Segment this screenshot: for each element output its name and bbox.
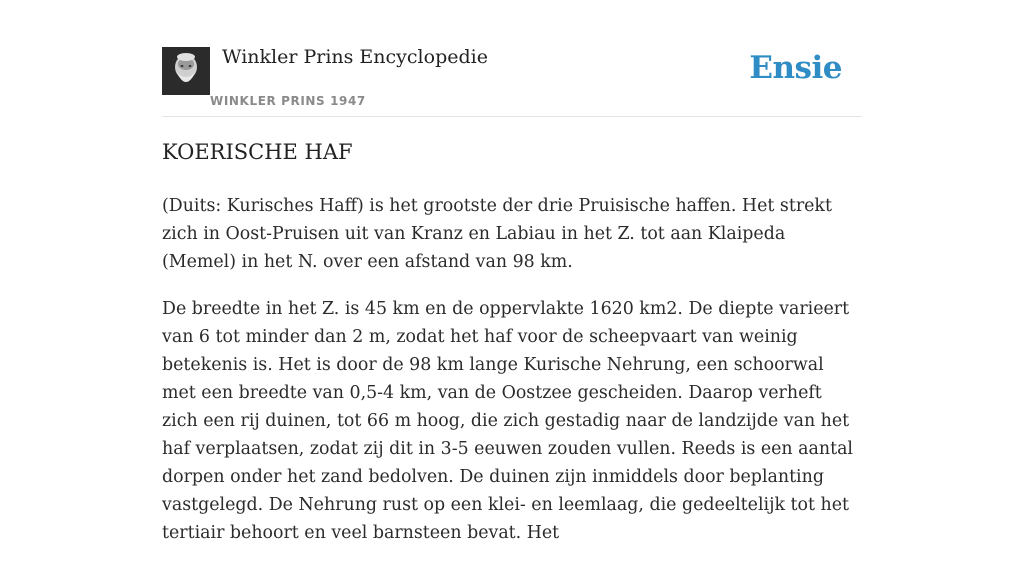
- avatar[interactable]: [162, 47, 210, 95]
- site-title[interactable]: Winkler Prins Encyclopedie: [222, 46, 488, 68]
- page: [162, 0, 862, 543]
- article-title: KOERISCHE HAF: [162, 140, 353, 164]
- brand-logo[interactable]: Ensie: [749, 50, 842, 86]
- article-paragraph: De breedte in het Z. is 45 km en de oppervlakte 1620 km2. De diepte varieert van 6 tot minder dan 2 m, zodat het haf voor de scheepvaart van weinig betekenis is. Het is door de 98 km lange Kurische Nehrung, een schoorwal met een breedte van 0,5-4 km, van de Oostzee gescheiden. Daarop verheft zich een rij duinen, tot 66 m hoog, die zich gestadig naar de landzijde van het haf verplaatsen, zodat zij dit in 3-5 eeuwen zouden vullen. Reeds is een aantal dorpen onder het zand bedolven. De duinen zijn inmiddels door beplanting vastgelegd. De Nehrung rust op een klei- en leemlaag, die gedeeltelijk tot het tertiair behoort en veel barnsteen bevat. Het: [162, 299, 853, 543]
- site-subtitle: WINKLER PRINS 1947: [210, 94, 366, 108]
- header: [162, 0, 862, 117]
- portrait-icon: [162, 47, 210, 95]
- article-paragraph: (Duits: Kurisches Haff) is het grootste der drie Pruisische haffen. Het strekt zich in Oost-Pruisen uit van Kranz en Labiau in het Z. tot aan Klaipeda (Memel) in het N. over een afstand van 98 km.: [162, 196, 832, 272]
- article-body: [162, 192, 862, 566]
